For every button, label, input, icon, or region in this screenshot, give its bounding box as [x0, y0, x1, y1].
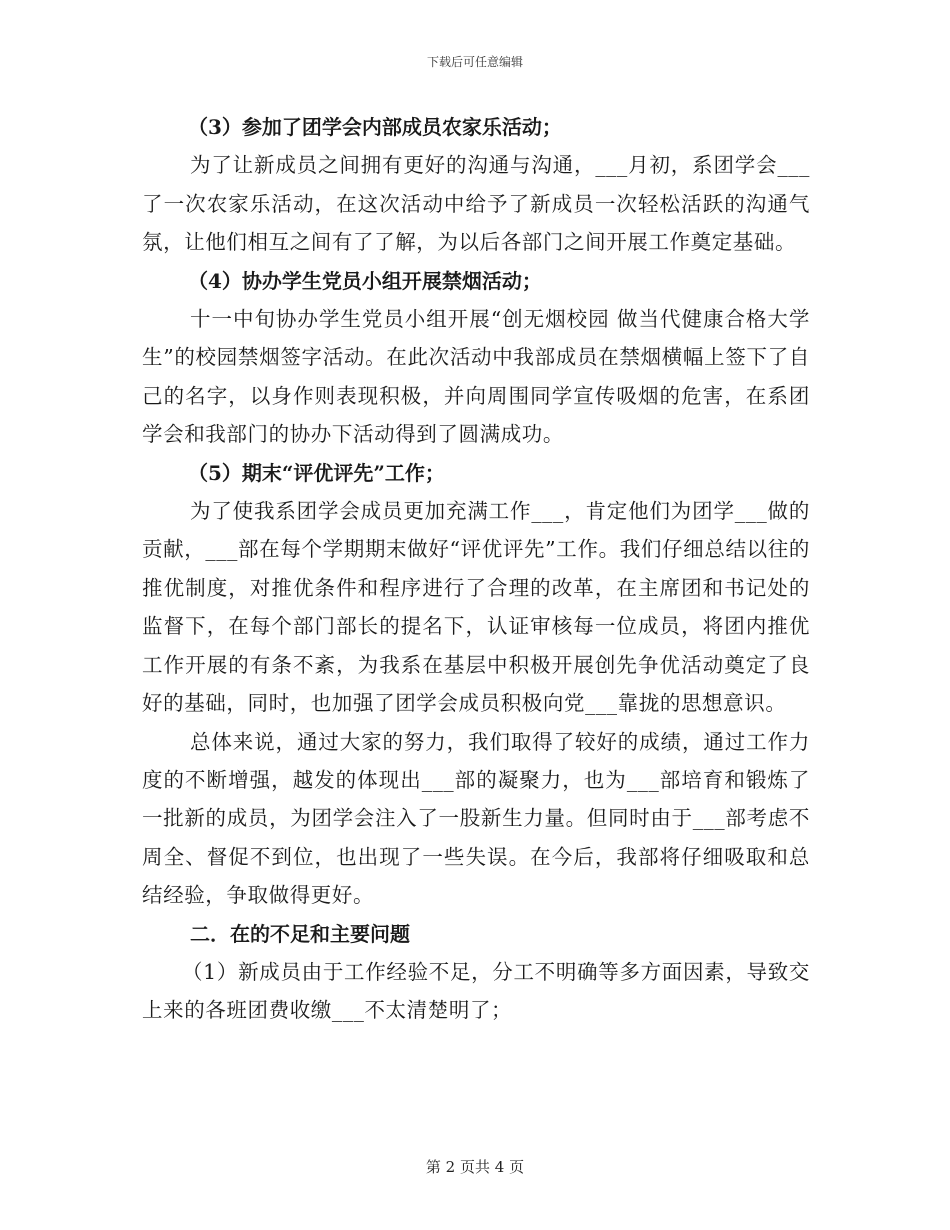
page-header: 下载后可任意编辑	[426, 55, 523, 69]
paragraph-summary: 总体来说，通过大家的努力，我们取得了较好的成绩，通过工作力度的不断增强，越发的体现出___部的凝聚力，也为___部培育和锻炼了一批新的成员，为团学会注入了一股新生力量。但同时由于___部考虑不周全、督促不到位，也出现了一些失误。在今后，我部将仔细吸取和总结经验，争取做得更好。	[142, 729, 810, 908]
section-heading-5: （5）期末“评优评先”工作；	[188, 460, 445, 485]
paragraph-no-smoking: 十一中旬协办学生党员小组开展“创无烟校园 做当代健康合格大学生”的校园禁烟签字活动。在此次活动中我部成员在禁烟横幅上签下了自己的名字，以身作则表现积极，并向周围同学宣传吸烟的危害，在系团学会和我部门的协办下活动得到了圆满成功。	[142, 307, 810, 447]
paragraph-farmhouse-activity: 为了让新成员之间拥有更好的沟通与沟通，___月初，系团学会___了一次农家乐活动，在这次活动中给予了新成员一次轻松活跃的沟通气氛，让他们相互之间有了了解，为以后各部门之间开展工作奠定基础。	[142, 153, 810, 255]
section-heading-3: （3）参加了团学会内部成员农家乐活动；	[188, 115, 562, 139]
page-number: 第 2 页共 4 页	[425, 1158, 525, 1176]
section-heading-4: （4）协办学生党员小组开展禁烟活动；	[188, 268, 542, 293]
paragraph-evaluation: 为了使我系团学会成员更加充满工作___，肯定他们为团学___做的贡献，___部在每个学期期末做好“评优评先”工作。我们仔细总结以往的推优制度，对推优条件和程序进行了合理的改革，在主席团和书记处的监督下，在每个部门部长的提名下，认证审核每一位成员，将团内推优工作开展的有条不紊，为我系在基层中积极开展创先争优活动奠定了良好的基础，同时，也加强了团学会成员积极向党___靠拢的思想意识。	[142, 499, 810, 716]
document-body	[142, 108, 810, 1030]
section-heading-problems: 二．在的不足和主要问题	[190, 921, 410, 946]
paragraph-problem-1: （1）新成员由于工作经验不足，分工不明确等多方面因素，导致交上来的各班团费收缴___不太清楚明了；	[142, 959, 810, 1023]
